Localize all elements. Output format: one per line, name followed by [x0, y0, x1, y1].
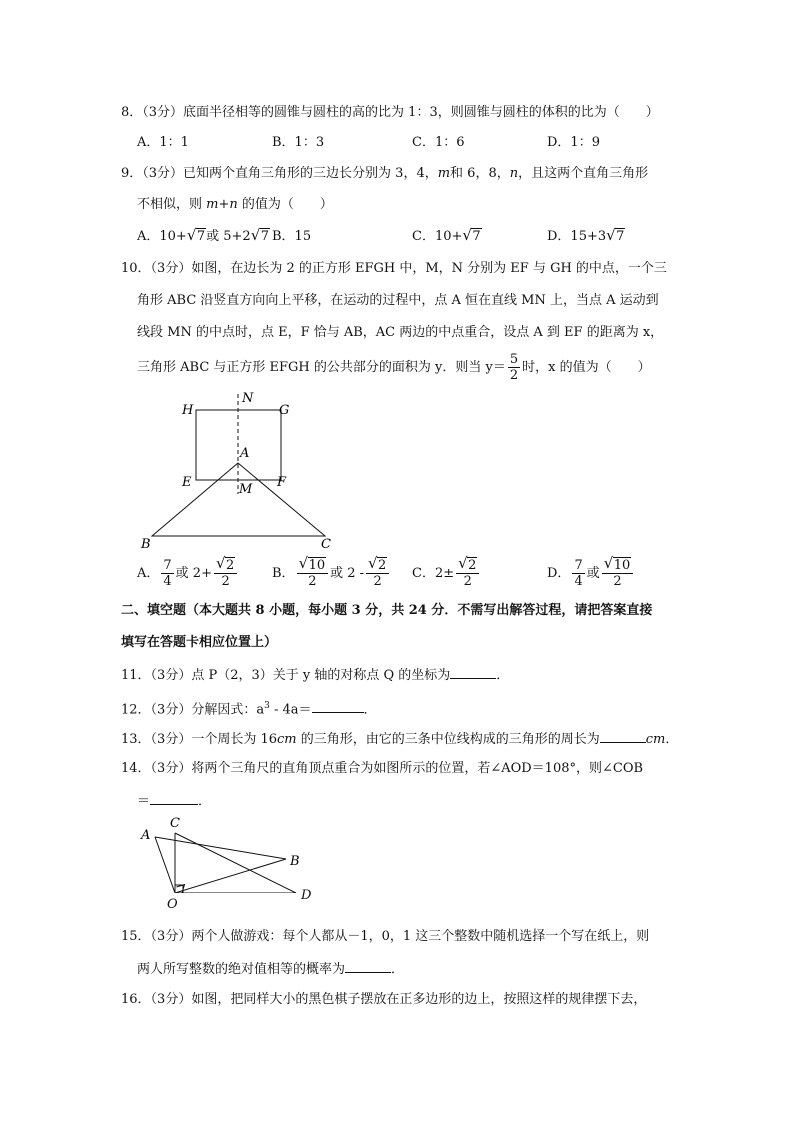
q10-opt-text: 或 2 - — [330, 566, 365, 581]
q10-line2: 角形 ABC 沿竖直方向向上平移，在运动的过程中，点 A 恒在直线 MN 上，当点 A 运动到 — [137, 293, 659, 308]
q12-exponent: 3 — [264, 701, 270, 711]
radicand: 10 — [308, 558, 326, 573]
q11-text: 11．（3分）点 P（2，3）关于 y 轴的对称点 Q 的坐标为 — [121, 668, 451, 683]
q10-text: 三角形 ABC 与正方形 EFGH 的公共部分的面积为 y．则当 y＝ — [137, 360, 506, 375]
q11 — [121, 664, 509, 686]
q12-text: - 4a＝ — [269, 702, 312, 718]
radicand: 2 — [468, 558, 477, 573]
q9-option-a — [137, 227, 270, 247]
denominator: 2 — [373, 574, 382, 589]
q10-opt-text: 或 2+ — [175, 566, 212, 581]
answer-blank[interactable] — [312, 698, 364, 713]
radicand: 7 — [260, 229, 269, 244]
answer-blank[interactable] — [600, 728, 646, 743]
denominator: 4 — [574, 574, 583, 589]
q8-option-d: D．1：9 — [547, 135, 600, 150]
q14-label-o: O — [167, 897, 178, 912]
denominator: 2 — [463, 574, 472, 589]
radicand: 10 — [613, 558, 631, 573]
q10-opt-text: B． — [272, 566, 295, 581]
radicand: 2 — [225, 558, 235, 573]
label-a: A — [141, 828, 151, 843]
q10-option-d — [547, 554, 635, 590]
radicand: 7 — [196, 229, 206, 244]
denominator: 2 — [613, 574, 622, 589]
radicand: 7 — [472, 229, 481, 244]
label-m: M — [239, 482, 253, 497]
q10-opt-text: D． — [547, 566, 571, 581]
sqrt-expression: √ 7 — [186, 226, 206, 244]
sqrt-expression: √ 7 — [606, 226, 625, 244]
answer-blank[interactable] — [450, 664, 496, 679]
q14-figure — [135, 815, 325, 893]
section2-heading-line1: 二、填空题（本大题共 8 小题，每小题 3 分，共 24 分．不需写出解答过程，请把答案直接 — [121, 603, 653, 618]
sqrt-expression: √ 7 — [250, 226, 269, 244]
q13-unit: cm — [277, 732, 297, 747]
denominator: 4 — [163, 574, 172, 589]
q16-line1: 16．（3分）如图，把同样大小的黑色棋子摆放在正多边形的边上，按照这样的规律摆下去， — [121, 992, 647, 1007]
section2-heading-line2: 填写在答题卡相应位置上） — [121, 635, 278, 650]
q15-text: 两人所写整数的绝对值相等的概率为 — [137, 962, 346, 977]
label-n: N — [242, 391, 254, 406]
q9-opt-text: D．15+3 — [547, 229, 607, 244]
q9-stem-part: 不相似，则 — [137, 197, 207, 212]
q13 — [121, 728, 678, 750]
q9-option-d — [547, 227, 625, 247]
q10-opt-text: A． — [137, 566, 160, 581]
sqrt-expression: √ 7 — [462, 226, 481, 244]
label-b: B — [290, 854, 300, 869]
q13-unit: cm — [645, 732, 666, 747]
q9-stem-part: ，且这两个直角三角形 — [518, 166, 649, 181]
fraction — [214, 554, 237, 589]
q13-text: ． — [665, 732, 679, 747]
q10-option-c — [412, 554, 481, 590]
numerator: 7 — [574, 558, 583, 573]
q10-line3: 线段 MN 的中点时，点 E，F 恰与 AB，AC 两边的中点重合，设点 A 到 EF 的距离为 x， — [137, 325, 664, 340]
q10-figure — [135, 388, 345, 553]
denominator: 2 — [221, 574, 230, 589]
q12-text: ． — [363, 702, 377, 718]
q9-stem-line2 — [137, 195, 333, 215]
q9-opt-text: C．10+ — [412, 229, 463, 244]
fraction — [161, 558, 173, 589]
q10-option-a — [137, 554, 239, 590]
numerator: 7 — [163, 558, 172, 573]
sqrt-expression: √ 2 — [215, 554, 235, 573]
q10-option-b — [272, 554, 391, 590]
q15-line2 — [137, 958, 404, 980]
q9-opt-text: A．10+ — [137, 229, 187, 244]
label-c: C — [170, 816, 180, 831]
q8-stem: 8．（3分）底面半径相等的圆锥与圆柱的高的比为 1：3，则圆锥与圆柱的体积的比为（ ） — [121, 105, 659, 120]
sqrt-expression: √ 10 — [603, 554, 631, 573]
label-c: C — [321, 537, 331, 552]
fraction — [366, 554, 389, 589]
fraction — [297, 554, 329, 589]
fraction — [508, 352, 520, 383]
segment-oa — [155, 837, 175, 893]
q9-stem-part: 和 6，8， — [450, 166, 510, 181]
label-e: E — [182, 475, 192, 490]
q14-line1: 14．（3分）将两个三角尺的直角顶点重合为如图所示的位置，若∠AOD＝108°，则∠COB — [121, 761, 644, 776]
radicand: 7 — [616, 229, 625, 244]
q12 — [121, 696, 377, 720]
answer-blank[interactable] — [150, 790, 198, 805]
label-g: G — [279, 403, 290, 418]
q8-option-b: B．1：3 — [272, 135, 325, 150]
denominator: 2 — [509, 368, 519, 383]
radicand: 2 — [378, 558, 387, 573]
q11-text: ． — [496, 668, 510, 683]
q10-opt-text: C．2± — [412, 566, 455, 581]
q15-line1: 15．（3分）两个人做游戏：每个人都从－1，0，1 这三个整数中随机选择一个写在纸上，则 — [121, 929, 650, 944]
q14-line2 — [137, 790, 211, 812]
q10-opt-text: 或 — [586, 566, 600, 581]
segment-cd — [175, 833, 296, 893]
fraction — [456, 554, 479, 589]
q9-var-mn: m+n — [206, 197, 238, 212]
q9-option-b: B．15 — [272, 229, 312, 244]
label-a: A — [240, 446, 250, 461]
q9-stem-part: 的值为（ ） — [237, 197, 333, 212]
q13-text: 的三角形，由它的三条中位线构成的三角形的周长为 — [296, 732, 600, 747]
sqrt-expression: √ 10 — [298, 554, 326, 573]
q9-option-c — [412, 227, 482, 247]
q9-var-n: n — [509, 166, 519, 181]
denominator: 2 — [308, 574, 317, 589]
sqrt-expression: √ 2 — [458, 554, 477, 573]
q9-opt-text: 或 5+2 — [206, 229, 251, 244]
label-h: H — [182, 403, 194, 418]
q15-text: ． — [391, 962, 405, 977]
q10-text: 时，x 的值为（ ） — [522, 360, 651, 375]
q9-stem-line1 — [121, 164, 648, 184]
numerator: 5 — [509, 352, 519, 367]
q14-label-d: D — [301, 888, 312, 903]
q14-text: ＝ — [137, 794, 151, 809]
q12-text: 12．（3分）分解因式：a — [121, 702, 265, 718]
sqrt-expression: √ 2 — [368, 554, 387, 573]
q9-var-m: m — [437, 166, 451, 181]
q14-text: ． — [198, 794, 212, 809]
q8-option-a: A．1：1 — [137, 135, 189, 150]
q10-line4 — [137, 352, 651, 383]
label-f: F — [277, 475, 287, 490]
q8-option-c: C．1：6 — [412, 135, 465, 150]
label-b: B — [141, 537, 151, 552]
fraction — [572, 558, 584, 589]
answer-blank[interactable] — [345, 958, 391, 973]
q13-text: 13．（3分）一个周长为 16 — [121, 732, 277, 747]
segment-ob — [175, 859, 286, 893]
fraction — [602, 554, 634, 589]
q10-line1: 10．（3分）如图，在边长为 2 的正方形 EFGH 中，M，N 分别为 EF 与 GH 的中点，一个三 — [121, 261, 667, 276]
q9-stem-part: 9．（3分）已知两个直角三角形的三边长分别为 3，4， — [121, 166, 438, 181]
